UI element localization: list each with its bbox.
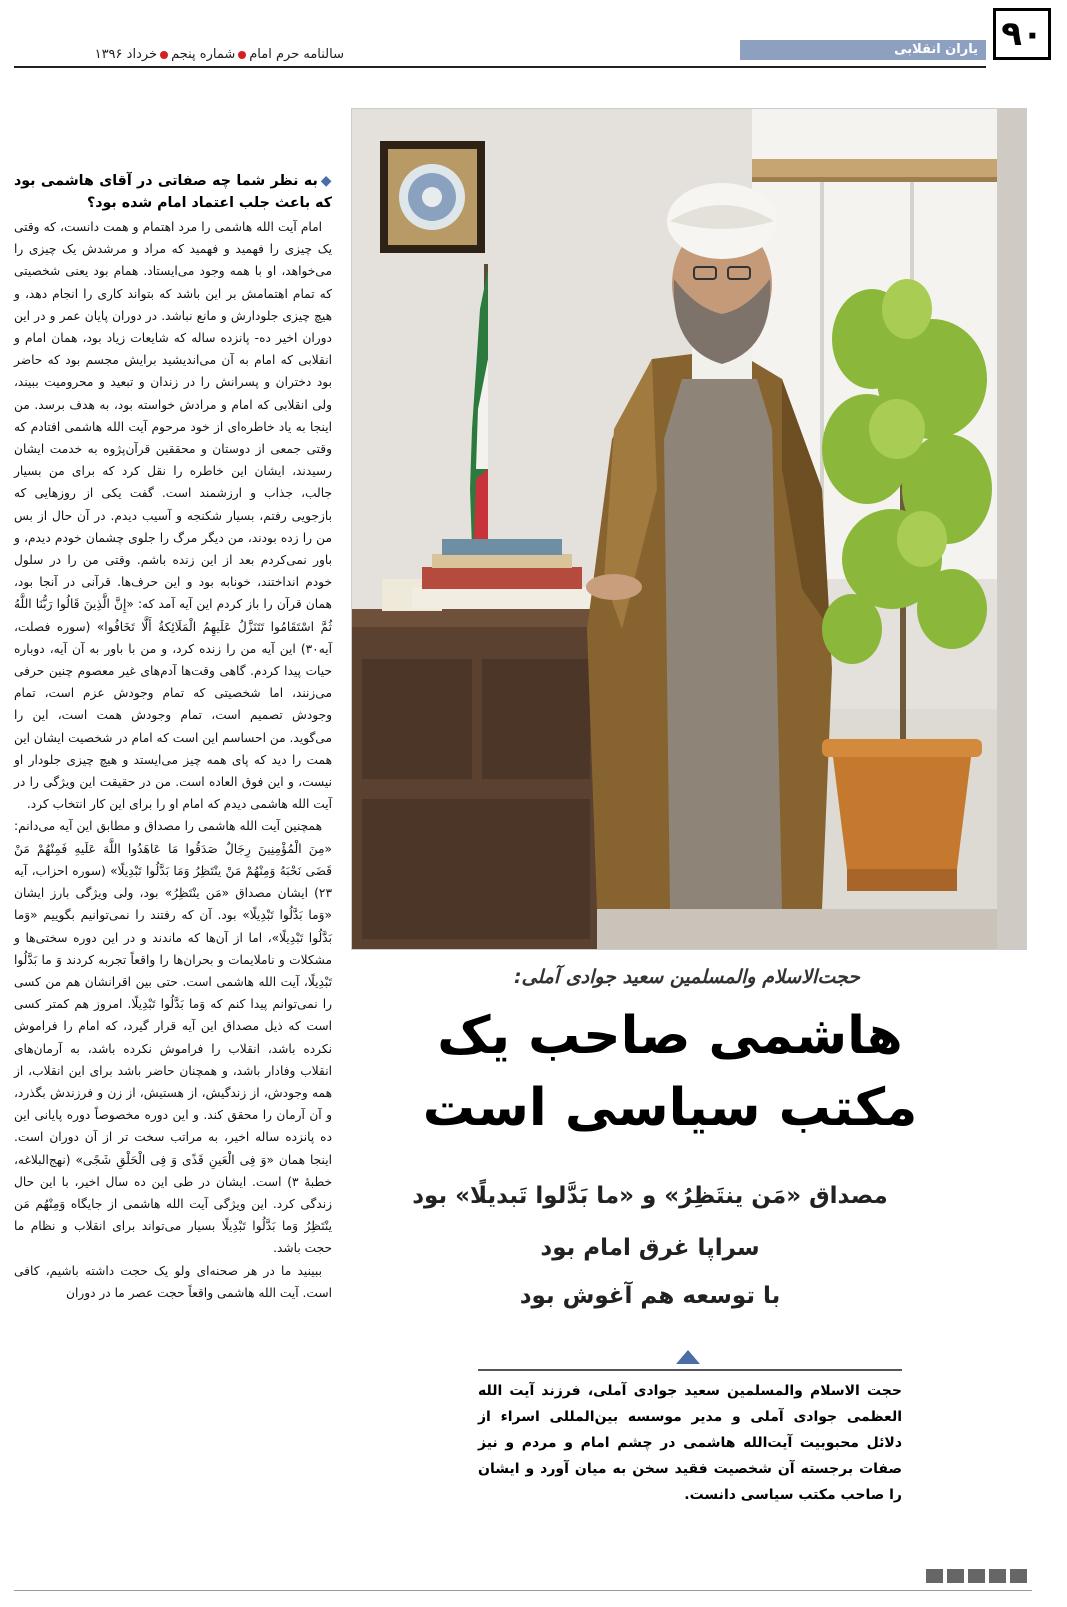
triangle-marker-icon bbox=[676, 1350, 700, 1364]
footer-block-icon bbox=[968, 1569, 985, 1583]
header-rule bbox=[14, 66, 986, 68]
section-label: یاران انقلابی bbox=[740, 40, 986, 60]
footer-block-icon bbox=[989, 1569, 1006, 1583]
footer-block-icon bbox=[926, 1569, 943, 1583]
body-paragraph: همچنین آیت الله هاشمی را مصداق و مطابق این آیه می‌دانم: «مِنَ الْمُؤْمِنِینَ رِجَالٌ صَدَقُوا مَا عَاهَدُوا اللَّهَ عَلَیهِ فَمِنْهُمْ مَنْ قَضَی نَحْبَهُ وَمِنْهُمْ مَنْ ینْتَظِرُ وَمَا بَدَّلُوا تَبْدِیلًا» (سوره احزاب، آیه ۲۳) ایشان مصداق «مَن ینْتَظِرُ» بود، ولی ویژگی بارز ایشان «وَما بَدَّلُوا تَبْدِیلًا» بود. آن که رفتند را نمی‌توانیم بگوییم «وَما بَدَّلُوا تَبْدِیلًا»، اما از آن‌ها که ماندند و در این دوره سختی‌ها و مشکلات و ناملایمات و بحران‌ها را واقعاً تجربه کردند وَ ما بَدَّلُوا تَبْدِیلًا، آیت الله هاشمی است. حتی بین اقرانشان هم من کسی را نمی‌توانم پیدا کنم که وَما بَدَّلُوا تَبْدِیلًا. امروز هم کمتر کسی است که ذیل مصداق این آیه قرار گیرد، که امام را فراموش نکرده باشد، انقلاب را فراموش نکرده باشد، به آرمان‌های انقلاب وفادار باشد، و همچنان حاضر باشد برای این انقلاب، از همه وجودش، از زندگیش، از هستیش، از زن و فرزندش بگذرد، و آن آرمان را محقق کند. و این دوره مخصوصاً دوره پایانی این ده پانزده ساله اخیر، به مراتب سخت تر از آن دوران است. اینجا همان «وَ فِی الْعَینِ قَذًی وَ فِی الْحَلْقِ شَجًی» (نهج‌البلاغه، خطبهٔ ۳) است. ایشان در طی این ده سال اخیر، با این حال زندگی کرد. این ویژگی آیت الله هاشمی از جایگاه وَمِنْهُم مَن ینْتَظِرُ وَما بَدَّلُوا تَبْدِیلًا بسیار می‌تواند برای انقلاب و نظام ما حجت باشد. bbox=[14, 819, 332, 1256]
diamond-marker-icon: ◆ bbox=[320, 173, 332, 189]
publication-info bbox=[14, 46, 344, 64]
subheadline: مصداق «مَن ینتَظِرُ» و «ما بَدَّلوا تَبدیلًا» بود bbox=[412, 1183, 888, 1209]
body-paragraph: ببینید ما در هر صحنه‌ای ولو یک حجت داشته باشیم، کافی است. آیت الله هاشمی واقعاً حجت عصر ما در دوران bbox=[14, 1263, 332, 1300]
cleric-portrait-photo bbox=[351, 108, 1027, 950]
issue-number: شماره پنجم bbox=[171, 47, 236, 62]
separator-dot-icon bbox=[238, 51, 246, 59]
footer-block-icon bbox=[1010, 1569, 1027, 1583]
footer-rule bbox=[14, 1590, 1032, 1591]
separator-dot-icon bbox=[160, 51, 168, 59]
interview-question bbox=[14, 170, 332, 214]
issue-date: خرداد ۱۳۹۶ bbox=[94, 47, 158, 62]
article-body-column bbox=[14, 170, 332, 1530]
article-intro: حجت الاسلام والمسلمین سعید جوادی آملی، فرزند آیت الله العظمی جوادی آملی و مدیر موسسه بین‌المللی اسراء از دلائل محبوبیت آیت‌الله هاشمی در چشم امام و مردم و نیز صفات برجسته آن شخصیت فقید سخن به میان آورد و ایشان را صاحب مکتب سیاسی دانست. bbox=[478, 1383, 902, 1503]
body-paragraph: امام آیت الله هاشمی را مرد اهتمام و همت دانست، که وقتی یک چیزی را فهمید و فهمید که مراد و مرشدش یک چیزی را می‌خواهد، او با همه وجود می‌ایستاد. همام بود یعنی شخصیتی که تمام اهتمامش بر این باشد که بتواند کاری را انجام دهد، و هیچ چیزی جلودارش و مانع نباشد. در دوران پایان عمر و در این دوران اخیر ده- پانزده ساله که شایعات زیاد بود، همان امام و انقلابی که امام به آن می‌اندیشید برایش مجسم بود که حاضر بود دختران و پسرانش را در زندان و تبعید و محرومیت ببیند، ولی انقلابی که امام و مرادش خواسته بود، به هدف برسد. من اینجا به یاد خاطره‌ای از خود مرحوم آیت الله هاشمی افتادم که وقتی جمعی از دوستان و محققین قرآن‌پژوه به خدمت ایشان رسیدند، ایشان این خاطره را نقل کرد که برای من بسیار جالب، جذاب و ارزشمند است. گفت یکی از روزهایی که بازجویی رفتم، بسیار شکنجه و آسیب دیدم. در آن حال از بس من را زده بودند، من دیگر مرگ را جلوی چشمان خودم دیدم، و باور نمی‌کردم بعد از این زنده باشم. وقتی من را در سلول خودم انداختند، خونابه بود و این حرف‌ها. قرآنی در آنجا بود، همان قرآن را باز کردم این آیه آمد که: «إِنَّ الَّذِینَ قَالُوا رَبُّنَا اللَّهُ ثُمَّ اسْتَقَامُوا تَتَنَزَّلُ عَلَیهِمُ الْمَلَائِکةُ أَلَّا تَخَافُوا» (سوره فصلت، آیه۳۰) این آیه من را زنده کرد، و من با باور به آن آیه، دوباره حیات پیدا کردم. گاهی وقت‌ها آدم‌های غیر معصوم چنین حرفی می‌زنند، اما شخصیتی که تمام وجودش عزم است، تمام وجودش تصمیم است، تمام وجودش همت است، این را می‌گوید. من احساسم این است که امام در شخصیت ایشان این همت را دید که پای همه چیز می‌ایستد و هیچ چیزی جلودار او نیست، و این فوق العاده است. من در حقیقت این ویژگی را در آیت الله هاشمی دیدم که امام او را برای این کار انتخاب کرد. bbox=[14, 220, 332, 812]
footer-block-icon bbox=[947, 1569, 964, 1583]
footer-blocks-ornament bbox=[926, 1568, 1032, 1582]
page-number: ۹۰ bbox=[993, 8, 1051, 60]
subheadline: سراپا غرق امام بود bbox=[540, 1235, 760, 1261]
intro-rule bbox=[478, 1369, 902, 1371]
publication-name: سالنامه حرم امام bbox=[249, 47, 344, 62]
interviewee-kicker: حجت‌الاسلام والمسلمین سعید جوادی آملی: bbox=[513, 966, 860, 988]
question-text: به نظر شما چه صفاتی در آقای هاشمی بود که باعث جلب اعتماد امام شده بود؟ bbox=[14, 173, 332, 211]
subheadline: با توسعه هم آغوش بود bbox=[519, 1283, 781, 1309]
article-headline: هاشمی صاحب یک مکتب سیاسی است bbox=[422, 1006, 918, 1138]
